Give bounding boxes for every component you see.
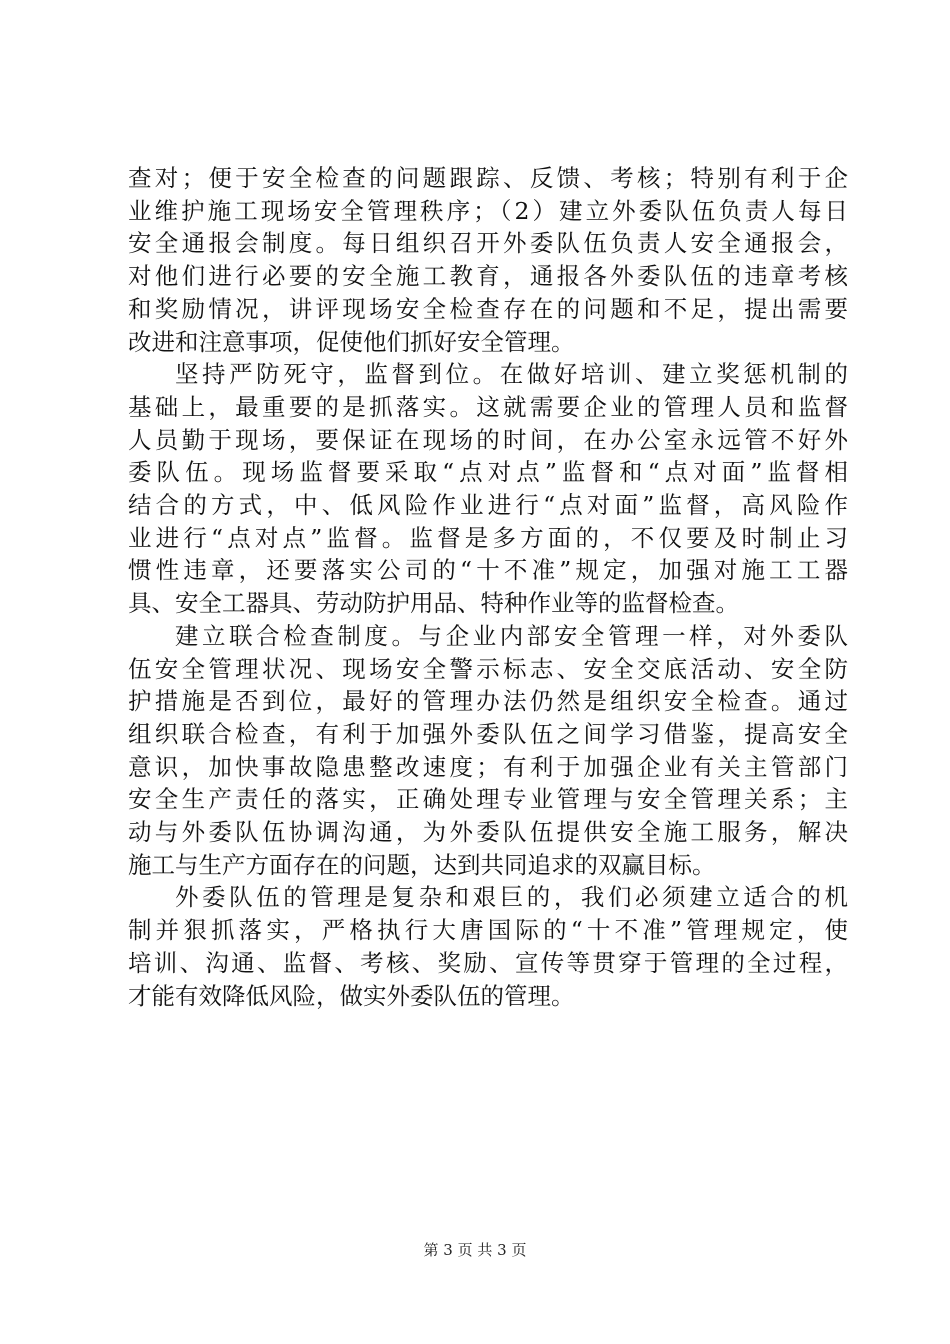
text-line: 护措施是否到位，最好的管理办法仍然是组织安全检查。通过: [128, 687, 848, 716]
text-line: 坚持严防死守，监督到位。在做好培训、建立奖惩机制的: [175, 360, 848, 389]
text-line: 外委队伍的管理是复杂和艰巨的，我们必须建立适合的机: [175, 883, 848, 912]
text-line: 具、安全工器具、劳动防护用品、特种作业等的监督检查。: [128, 589, 739, 618]
text-line: 组织联合检查，有利于加强外委队伍之间学习借鉴，提高安全: [128, 719, 848, 748]
text-line: 改进和注意事项，促使他们抓好安全管理。: [128, 327, 575, 356]
text-line: 制并狠抓落实，严格执行大唐国际的“十不准”管理规定，使: [128, 916, 848, 945]
text-line: 安全生产责任的落实，正确处理专业管理与安全管理关系；主: [128, 785, 848, 814]
text-line: 业维护施工现场安全管理秩序；（2）建立外委队伍负责人每日: [128, 196, 848, 225]
text-line: 惯性违章，还要落实公司的“十不准”规定，加强对施工工器: [128, 556, 848, 585]
page-number-footer: 第 3 页 共 3 页: [423, 1241, 527, 1259]
text-line: 结合的方式，中、低风险作业进行“点对面”监督，高风险作: [128, 491, 848, 520]
text-line: 施工与生产方面存在的问题，达到共同追求的双赢目标。: [128, 850, 716, 879]
text-line: 人员勤于现场，要保证在现场的时间，在办公室永远管不好外: [128, 425, 848, 454]
text-line: 建立联合检查制度。与企业内部安全管理一样，对外委队: [175, 621, 848, 650]
text-line: 查对；便于安全检查的问题跟踪、反馈、考核；特别有利于企: [128, 164, 848, 192]
text-line: 委队伍。现场监督要采取“点对点”监督和“点对面”监督相: [128, 458, 848, 487]
text-line: 业进行“点对点”监督。监督是多方面的，不仅要及时制止习: [128, 523, 848, 552]
text-line: 和奖励情况，讲评现场安全检查存在的问题和不足，提出需要: [128, 294, 848, 323]
text-line: 动与外委队伍协调沟通，为外委队伍提供安全施工服务，解决: [128, 818, 848, 847]
text-line: 对他们进行必要的安全施工教育，通报各外委队伍的违章考核: [128, 262, 848, 291]
paragraph: [128, 358, 848, 620]
text-line: 安全通报会制度。每日组织召开外委队伍负责人安全通报会，: [128, 229, 848, 258]
paragraph: [128, 620, 848, 882]
text-line: 意识，加快事故隐患整改速度；有利于加强企业有关主管部门: [128, 752, 848, 781]
text-line: 才能有效降低风险，做实外委队伍的管理。: [128, 981, 575, 1010]
paragraph: [128, 881, 848, 1012]
text-line: 伍安全管理状况、现场安全警示标志、安全交底活动、安全防: [128, 654, 848, 683]
body-text: [128, 162, 848, 1012]
paragraph: [128, 162, 848, 358]
text-line: 培训、沟通、监督、考核、奖励、宣传等贯穿于管理的全过程，: [128, 948, 848, 977]
text-line: 基础上，最重要的是抓落实。这就需要企业的管理人员和监督: [128, 392, 848, 421]
